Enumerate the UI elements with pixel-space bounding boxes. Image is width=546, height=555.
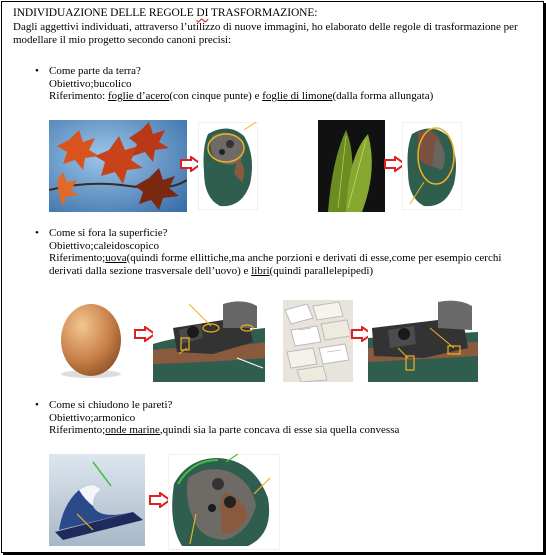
section-2-text — [49, 227, 519, 277]
section-reference: Riferimento: foglie d’acero(con cinque punte) e foglie di limone(dalla forma allungata) — [49, 90, 434, 102]
section-reference: Riferimento;uova(quindi forme ellittiche,ma anche porzioni e derivati di esse,come per esempio cerchi derivati dalla sezione trasversale dell’uovo) e libri(quindi parallelepipedi) — [49, 252, 502, 277]
lemon-leaf-photo — [318, 120, 385, 212]
model-render-harmonic — [168, 454, 280, 550]
spellcheck-word: DI — [196, 7, 209, 19]
section-1-text — [49, 65, 519, 103]
section-reference: Riferimento;onde marine,quindi sia la parte concava di esse sia quella convessa — [49, 424, 400, 436]
section-objective: Obiettivo;caleidoscopico — [49, 239, 159, 252]
page-title: INDIVIDUAZIONE DELLE REGOLE DI TRASFORMAZIONE: — [13, 7, 318, 19]
section-question: Come parte da terra? — [49, 65, 141, 77]
section-objective: Obiettivo;bucolico — [49, 77, 132, 90]
intro-paragraph: Dagli aggettivi individuati, attraverso l’utilizzo di nuove immagini, ho elaborato delle regole di trasformazione per modellare il mio progetto secondo canoni precisi: — [13, 21, 518, 46]
model-render-bucolic-2 — [402, 122, 462, 210]
wave-sculpture-photo — [49, 454, 145, 546]
section-question: Come si fora la superficie? — [49, 227, 168, 239]
model-render-bucolic-1 — [198, 122, 258, 210]
egg-photo — [49, 300, 134, 380]
section-question: Come si chiudono le pareti? — [49, 399, 173, 411]
bullet-marker: • — [35, 399, 39, 411]
model-render-caleidoscopic-1 — [153, 298, 265, 382]
document-page — [1, 1, 544, 553]
bullet-marker: • — [35, 227, 39, 239]
section-3-text — [49, 399, 519, 437]
section-objective: Obiettivo;armonico — [49, 411, 136, 424]
maple-leaves-photo — [49, 120, 187, 212]
books-photo — [283, 300, 353, 382]
bullet-marker: • — [35, 65, 39, 77]
model-render-caleidoscopic-2 — [368, 298, 478, 382]
